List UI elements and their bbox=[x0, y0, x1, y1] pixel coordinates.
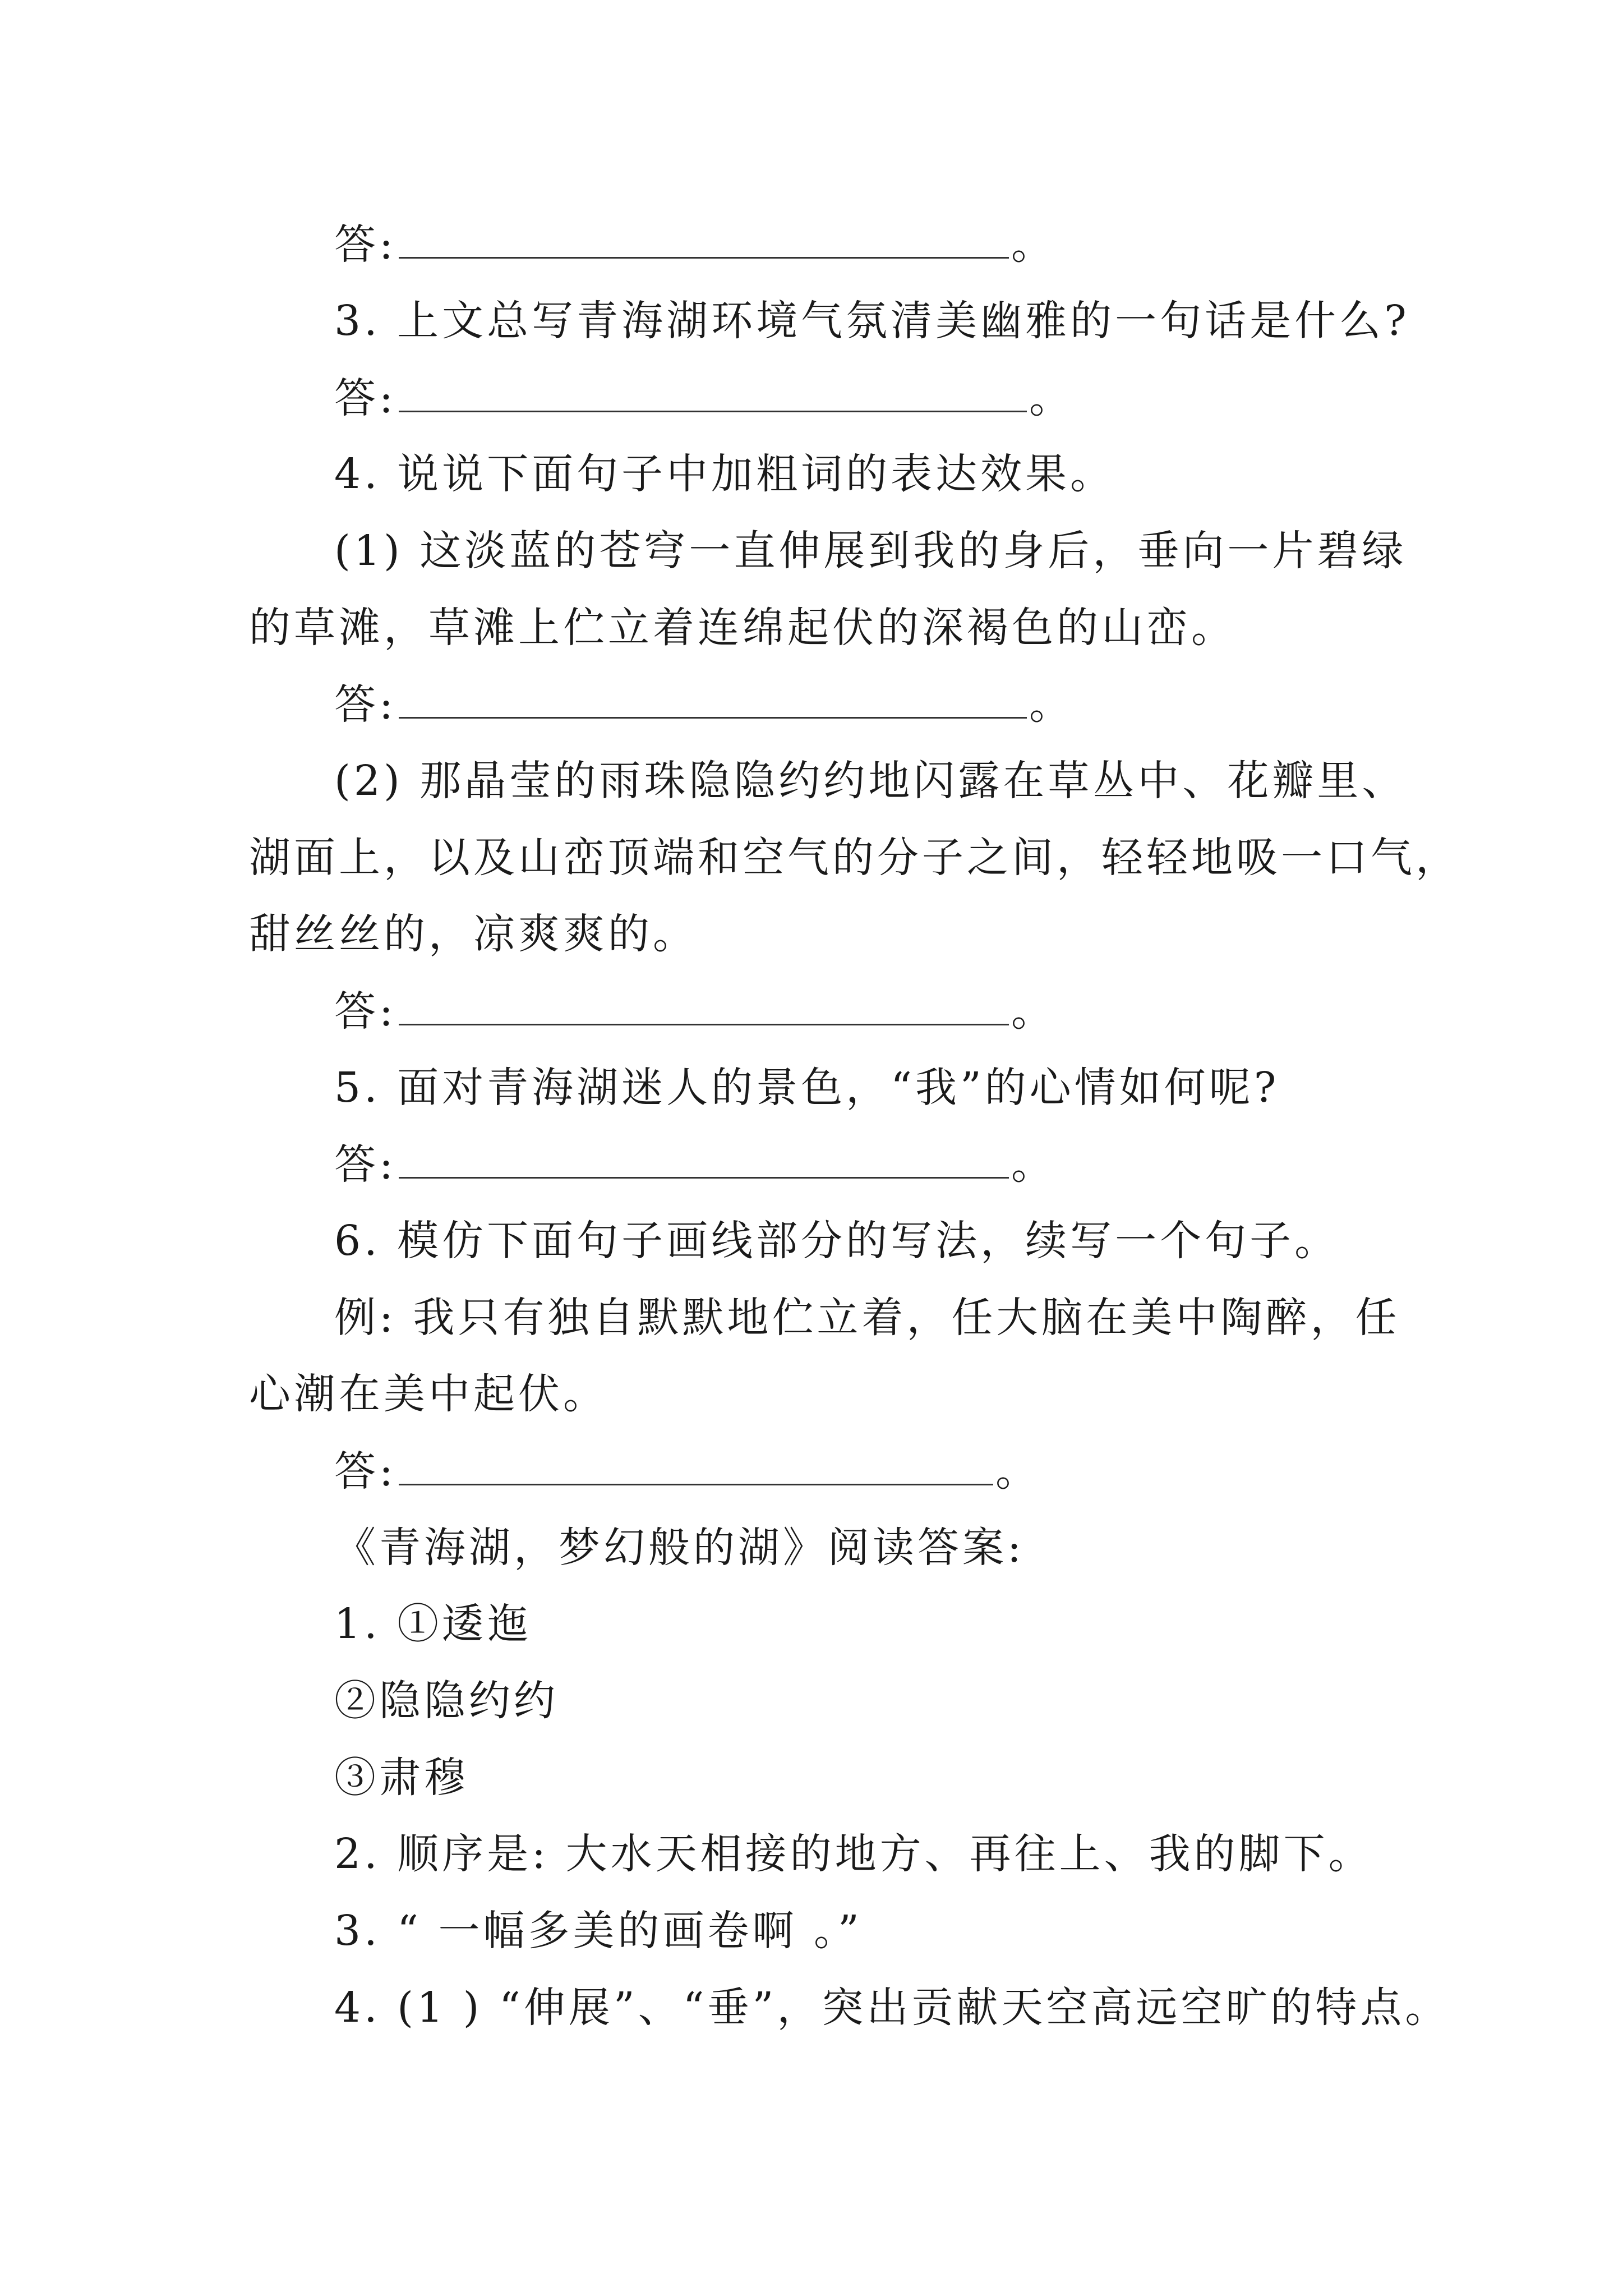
question-4-2-line-1: (2) 那晶莹的雨珠隐隐约约地闪露在草丛中、花瓣里、 bbox=[334, 757, 1407, 805]
answer-period: 。 bbox=[1029, 680, 1074, 729]
answer-1-item-2: ②隐隐约约 bbox=[334, 1677, 559, 1725]
answer-line-3 bbox=[334, 374, 1074, 422]
answer-period: 。 bbox=[1011, 987, 1056, 1036]
answer-period: 。 bbox=[1011, 1140, 1056, 1189]
answers-title: 《青海湖，梦幻般的湖》阅读答案: bbox=[334, 1524, 1025, 1572]
answer-blank[interactable] bbox=[399, 223, 1009, 259]
answer-label: 答: bbox=[334, 987, 396, 1036]
question-6-example-line-1: 例: 我只有独自默默地伫立着，任大脑在美中陶醉，任 bbox=[334, 1294, 1400, 1342]
answer-line-2 bbox=[334, 220, 1056, 269]
question-4-1-line-1: (1) 这淡蓝的苍穹一直伸展到我的身后，垂向一片碧绿 bbox=[334, 527, 1407, 575]
answer-blank[interactable] bbox=[399, 683, 1027, 719]
answer-1-item-1: 1. ①逶迤 bbox=[334, 1600, 532, 1648]
answer-1-item-3: ③肃穆 bbox=[334, 1754, 469, 1802]
answer-period: 。 bbox=[1011, 220, 1056, 269]
answer-2: 2. 顺序是: 大水天相接的地方、再往上、我的脚下。 bbox=[334, 1830, 1373, 1878]
answer-line-4-2 bbox=[334, 987, 1056, 1036]
question-4: 4. 说说下面句子中加粗词的表达效果。 bbox=[334, 450, 1115, 498]
answer-line-5 bbox=[334, 1140, 1056, 1189]
answer-line-6 bbox=[334, 1447, 1040, 1496]
answer-4: 4. (1 ) “伸展”、“垂”，突出贡献天空高远空旷的特点。 bbox=[334, 1984, 1450, 2032]
answer-blank[interactable] bbox=[399, 1450, 993, 1485]
question-4-2-line-3: 甜丝丝的，凉爽爽的。 bbox=[249, 910, 698, 958]
answer-3: 3. “ 一幅多美的画卷啊 。” bbox=[334, 1907, 863, 1955]
question-6-example-line-2: 心潮在美中起伏。 bbox=[249, 1370, 608, 1418]
answer-blank[interactable] bbox=[399, 1143, 1009, 1179]
answer-period: 。 bbox=[1029, 374, 1074, 422]
answer-label: 答: bbox=[334, 1447, 396, 1496]
answer-period: 。 bbox=[995, 1447, 1040, 1496]
answer-label: 答: bbox=[334, 374, 396, 422]
question-5: 5. 面对青海湖迷人的景色，“我”的心情如何呢? bbox=[334, 1064, 1280, 1112]
answer-blank[interactable] bbox=[399, 377, 1027, 412]
question-4-1-line-2: 的草滩，草滩上伫立着连绵起伏的深褐色的山峦。 bbox=[249, 604, 1236, 652]
question-6: 6. 模仿下面句子画线部分的写法，续写一个句子。 bbox=[334, 1217, 1340, 1265]
answer-blank[interactable] bbox=[399, 990, 1009, 1025]
answer-line-4-1 bbox=[334, 680, 1074, 729]
answer-label: 答: bbox=[334, 680, 396, 729]
question-3: 3. 上文总写青海湖环境气氛清美幽雅的一句话是什么? bbox=[334, 297, 1410, 345]
answer-label: 答: bbox=[334, 1140, 396, 1189]
question-4-2-line-2: 湖面上，以及山峦顶端和空气的分子之间，轻轻地吸一口气， bbox=[249, 834, 1460, 882]
answer-label: 答: bbox=[334, 220, 396, 269]
